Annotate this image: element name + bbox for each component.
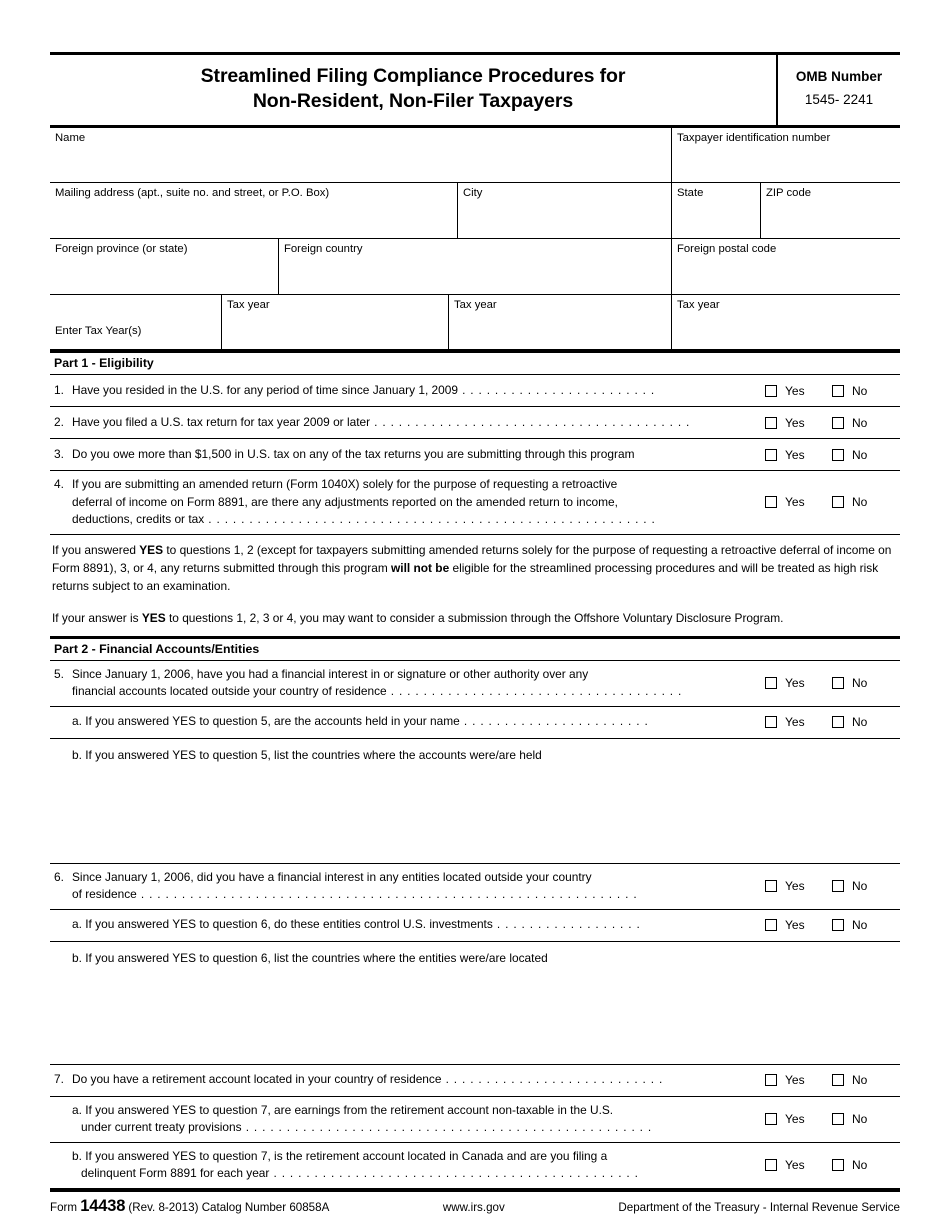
question-7b-label-line-2: delinquent Form 8891 for each year — [81, 1166, 270, 1181]
checkbox-icon[interactable] — [832, 1113, 844, 1125]
question-6a-yes[interactable] — [765, 918, 832, 932]
question-6-row — [50, 864, 900, 910]
foreign-postal-code-field[interactable] — [671, 239, 900, 294]
part-1-notes — [50, 535, 900, 636]
footer-revision: (Rev. 8-2013) — [128, 1200, 199, 1214]
foreign-province-label: Foreign province (or state) — [55, 243, 188, 255]
mailing-address-label: Mailing address (apt., suite no. and street, or P.O. Box) — [55, 187, 330, 199]
no-label: No — [852, 879, 868, 894]
question-5b-label: b. If you answered YES to question 5, list the countries where the accounts were/are held — [72, 747, 542, 762]
question-7-row — [50, 1065, 900, 1097]
question-6a-row — [50, 910, 900, 942]
mailing-address-field[interactable] — [50, 183, 457, 238]
checkbox-icon[interactable] — [765, 677, 777, 689]
question-6b-label: b. If you answered YES to question 6, list the countries where the entities were/are located — [72, 950, 548, 965]
question-7a-leader: . . . . . . . . . . . . . . . . . . . . . . . . . . . . . . . . . . . . . . . . . . . . . . . . . . — [241, 1120, 652, 1135]
question-4-label-line-3: deductions, credits or tax — [72, 512, 205, 526]
part-1-heading: Part 1 - Eligibility — [50, 350, 900, 375]
question-2-answers — [755, 416, 900, 430]
question-6a-answers — [755, 918, 900, 932]
checkbox-icon[interactable] — [832, 880, 844, 892]
question-1-text — [50, 377, 755, 405]
footer-form-word: Form — [50, 1200, 78, 1214]
question-7-answers — [755, 1073, 900, 1087]
question-6-label-line-1: Since January 1, 2006, did you have a financial interest in any entities located outside your country — [72, 869, 592, 884]
question-7-label: Do you have a retirement account located in your country of residence — [72, 1072, 442, 1087]
yes-label: Yes — [785, 415, 805, 430]
question-6-yes[interactable] — [765, 879, 832, 893]
checkbox-icon[interactable] — [832, 449, 844, 461]
state-label: State — [677, 187, 704, 199]
question-6-leader: . . . . . . . . . . . . . . . . . . . . . . . . . . . . . . . . . . . . . . . . . . . . . . . . . . . . . . . . . . . . . — [136, 887, 638, 902]
question-1-no[interactable] — [832, 384, 899, 398]
footer-form-number: 14438 — [80, 1196, 126, 1215]
question-2-row — [50, 407, 900, 439]
checkbox-icon[interactable] — [765, 1113, 777, 1125]
question-5-text — [50, 661, 755, 706]
tin-field[interactable] — [671, 128, 900, 182]
question-7b-no[interactable] — [832, 1158, 899, 1172]
question-6-answers — [755, 879, 900, 893]
footer-website[interactable]: www.irs.gov — [442, 1200, 505, 1214]
checkbox-icon[interactable] — [765, 417, 777, 429]
no-label: No — [852, 1073, 868, 1088]
form-title-line-2: Non-Resident, Non-Filer Taxpayers — [252, 90, 574, 112]
question-7a-answers — [755, 1112, 900, 1126]
question-7a-no[interactable] — [832, 1112, 899, 1126]
question-7b-leader: . . . . . . . . . . . . . . . . . . . . . . . . . . . . . . . . . . . . . . . . . . . . . — [269, 1166, 639, 1181]
question-2-leader: . . . . . . . . . . . . . . . . . . . . . . . . . . . . . . . . . . . . . . . — [370, 414, 691, 429]
checkbox-icon[interactable] — [765, 716, 777, 728]
omb-number-block — [776, 55, 900, 125]
eligibility-note-2-a: If your answer is — [52, 611, 142, 626]
address-row — [50, 183, 900, 239]
question-2-label: Have you filed a U.S. tax return for tax year 2009 or later — [72, 414, 371, 429]
tax-year-2-field[interactable] — [448, 295, 671, 349]
yes-label: Yes — [785, 715, 805, 730]
question-4-row — [50, 471, 900, 535]
question-7-no[interactable] — [832, 1073, 899, 1087]
question-5a-answers — [755, 715, 900, 729]
question-2-number: 2. — [54, 414, 64, 429]
eligibility-note-2-c: to questions 1, 2, 3 or 4, you may want to consider a submission through the Offshore Voluntary Disclosure Program. — [165, 611, 784, 626]
checkbox-icon[interactable] — [765, 385, 777, 397]
question-5-label-line-2: financial accounts located outside your country of residence — [72, 684, 387, 699]
no-label: No — [852, 383, 868, 398]
question-5b-row[interactable] — [50, 739, 900, 864]
question-6a-no[interactable] — [832, 918, 899, 932]
question-5a-text — [50, 708, 755, 736]
omb-number-value: 1545- 2241 — [804, 92, 874, 107]
question-7-yes[interactable] — [765, 1073, 832, 1087]
question-2-yes[interactable] — [765, 416, 832, 430]
checkbox-icon[interactable] — [832, 677, 844, 689]
no-label: No — [852, 1158, 868, 1173]
question-7-number: 7. — [54, 1072, 64, 1087]
question-5a-label: a. If you answered YES to question 5, are the accounts held in your name — [72, 714, 460, 729]
checkbox-icon[interactable] — [765, 449, 777, 461]
question-3-no[interactable] — [832, 448, 899, 462]
question-4-leader: . . . . . . . . . . . . . . . . . . . . . . . . . . . . . . . . . . . . . . . . . . . . . . . . . . . . . . . — [204, 512, 656, 526]
zip-code-label: ZIP code — [766, 187, 812, 199]
question-5-answers — [755, 676, 900, 690]
eligibility-note-1-willnotbe: will not be — [391, 560, 450, 575]
eligibility-note-1-a: If you answered — [52, 542, 140, 557]
checkbox-icon[interactable] — [832, 919, 844, 931]
part-2-heading: Part 2 - Financial Accounts/Entities — [50, 636, 900, 661]
question-4-no[interactable] — [832, 495, 899, 509]
question-5a-no[interactable] — [832, 715, 899, 729]
no-label: No — [852, 715, 868, 730]
checkbox-icon[interactable] — [765, 1074, 777, 1086]
city-field[interactable] — [457, 183, 671, 238]
question-5-yes[interactable] — [765, 676, 832, 690]
yes-label: Yes — [785, 447, 805, 462]
yes-label: Yes — [785, 918, 805, 933]
eligibility-note-1-e: eligible for the streamlined processing procedures and will be treated as high risk returns subject to an examination. — [52, 560, 879, 594]
eligibility-note-2 — [52, 609, 898, 627]
yes-label: Yes — [785, 1073, 805, 1088]
question-5-leader: . . . . . . . . . . . . . . . . . . . . . . . . . . . . . . . . . . . . — [386, 684, 683, 699]
enter-tax-years-label: Enter Tax Year(s) — [55, 325, 142, 337]
eligibility-note-1-yes: YES — [139, 542, 164, 557]
question-1-label: Have you resided in the U.S. for any period of time since January 1, 2009 — [72, 382, 458, 397]
no-label: No — [852, 1112, 868, 1127]
checkbox-icon[interactable] — [765, 880, 777, 892]
question-5-label-line-1: Since January 1, 2006, have you had a financial interest in or signature or other authority over any — [72, 666, 589, 681]
form-14438 — [50, 52, 900, 1216]
state-field[interactable] — [671, 183, 760, 238]
form-footer — [50, 1189, 900, 1216]
question-6-number: 6. — [54, 869, 64, 884]
foreign-address-row — [50, 239, 900, 295]
tax-year-2-label: Tax year — [454, 299, 497, 311]
question-7a-row — [50, 1097, 900, 1143]
question-3-row — [50, 439, 900, 471]
question-7b-answers — [755, 1158, 900, 1172]
question-4-yes[interactable] — [765, 495, 832, 509]
checkbox-icon[interactable] — [765, 496, 777, 508]
question-1-number: 1. — [54, 382, 64, 397]
yes-label: Yes — [785, 1112, 805, 1127]
question-6-text — [50, 864, 755, 909]
name-label: Name — [55, 132, 86, 144]
question-6a-label: a. If you answered YES to question 6, do these entities control U.S. investments — [72, 917, 493, 932]
tax-year-1-field[interactable] — [221, 295, 448, 349]
tax-year-1-label: Tax year — [227, 299, 270, 311]
form-title — [50, 55, 776, 125]
checkbox-icon[interactable] — [832, 716, 844, 728]
question-7b-yes[interactable] — [765, 1158, 832, 1172]
checkbox-icon[interactable] — [765, 919, 777, 931]
question-4-label-line-2: deferral of income on Form 8891, are there any adjustments reported on the amended return to income, — [72, 494, 618, 509]
question-4-answers — [755, 495, 900, 509]
foreign-country-label: Foreign country — [284, 243, 363, 255]
checkbox-icon[interactable] — [832, 1159, 844, 1171]
question-6a-leader: . . . . . . . . . . . . . . . . . . — [492, 917, 641, 932]
eligibility-note-1 — [52, 541, 898, 596]
question-7b-row — [50, 1143, 900, 1189]
question-6-label-line-2: of residence — [72, 887, 137, 902]
question-3-label: Do you owe more than $1,500 in U.S. tax on any of the tax returns you are submitting through this program — [72, 446, 635, 461]
tax-years-row — [50, 295, 900, 350]
question-6b-text — [50, 942, 900, 973]
form-header — [50, 52, 900, 128]
question-7-leader: . . . . . . . . . . . . . . . . . . . . . . . . . . . — [441, 1072, 664, 1087]
question-4-label-line-1: If you are submitting an amended return (Form 1040X) solely for the purpose of requesting a retroactive — [72, 477, 618, 491]
question-3-number: 3. — [54, 446, 64, 461]
eligibility-note-1-c: to questions 1, 2 (except for taxpayers submitting amended returns solely for the purpose of requesting a retroactive deferral of income on Form 8891), 3, or 4, any returns submitted through this program — [52, 542, 892, 575]
no-label: No — [852, 415, 868, 430]
question-7a-label-line-2: under current treaty provisions — [81, 1120, 242, 1135]
question-3-yes[interactable] — [765, 448, 832, 462]
question-5a-leader: . . . . . . . . . . . . . . . . . . . . . . . — [459, 714, 649, 729]
checkbox-icon[interactable] — [832, 417, 844, 429]
zip-code-field[interactable] — [760, 183, 900, 238]
omb-number-label: OMB Number — [795, 69, 883, 84]
footer-catalog-number: Catalog Number 60858A — [201, 1200, 330, 1214]
checkbox-icon[interactable] — [832, 1074, 844, 1086]
question-7-text — [50, 1066, 755, 1094]
city-label: City — [463, 187, 483, 199]
question-1-leader: . . . . . . . . . . . . . . . . . . . . . . . . — [458, 382, 655, 397]
no-label: No — [852, 447, 868, 462]
tax-year-3-label: Tax year — [677, 299, 720, 311]
yes-label: Yes — [785, 676, 805, 691]
yes-label: Yes — [785, 495, 805, 510]
question-3-answers — [755, 448, 900, 462]
question-2-text — [50, 409, 755, 437]
question-7b-text — [50, 1143, 755, 1188]
name-field[interactable] — [50, 128, 671, 182]
question-5-number: 5. — [54, 666, 64, 681]
question-6-no[interactable] — [832, 879, 899, 893]
foreign-province-field[interactable] — [50, 239, 278, 294]
foreign-country-field[interactable] — [278, 239, 671, 294]
question-1-yes[interactable] — [765, 384, 832, 398]
no-label: No — [852, 495, 868, 510]
name-row — [50, 128, 900, 183]
question-4-number: 4. — [54, 477, 64, 491]
question-7a-text — [50, 1097, 755, 1142]
form-title-line-1: Streamlined Filing Compliance Procedures for — [200, 65, 626, 87]
foreign-postal-code-label: Foreign postal code — [677, 243, 777, 255]
question-1-row — [50, 375, 900, 407]
question-2-no[interactable] — [832, 416, 899, 430]
checkbox-icon[interactable] — [832, 385, 844, 397]
question-7a-yes[interactable] — [765, 1112, 832, 1126]
yes-label: Yes — [785, 383, 805, 398]
yes-label: Yes — [785, 1158, 805, 1173]
question-5-no[interactable] — [832, 676, 899, 690]
question-7a-label-line-1: a. If you answered YES to question 7, are earnings from the retirement account non-taxable in the U.S. — [72, 1102, 614, 1117]
tin-label: Taxpayer identification number — [677, 132, 831, 144]
tax-year-3-field[interactable] — [671, 295, 900, 349]
footer-left — [50, 1197, 329, 1216]
question-1-answers — [755, 384, 900, 398]
yes-label: Yes — [785, 879, 805, 894]
question-5a-yes[interactable] — [765, 715, 832, 729]
question-7b-label-line-1: b. If you answered YES to question 7, is the retirement account located in Canada and are you filing a — [72, 1148, 608, 1163]
checkbox-icon[interactable] — [765, 1159, 777, 1171]
enter-tax-years-cell — [50, 295, 221, 349]
question-6b-row[interactable] — [50, 942, 900, 1065]
checkbox-icon[interactable] — [832, 496, 844, 508]
question-5-row — [50, 661, 900, 707]
question-6a-text — [50, 911, 755, 939]
eligibility-note-2-yes: YES — [141, 611, 166, 626]
no-label: No — [852, 676, 868, 691]
question-5a-row — [50, 707, 900, 739]
question-4-text — [50, 471, 755, 534]
footer-agency: Department of the Treasury - Internal Revenue Service — [618, 1200, 900, 1214]
question-3-text — [50, 441, 755, 469]
no-label: No — [852, 918, 868, 933]
question-5b-text — [50, 739, 900, 770]
